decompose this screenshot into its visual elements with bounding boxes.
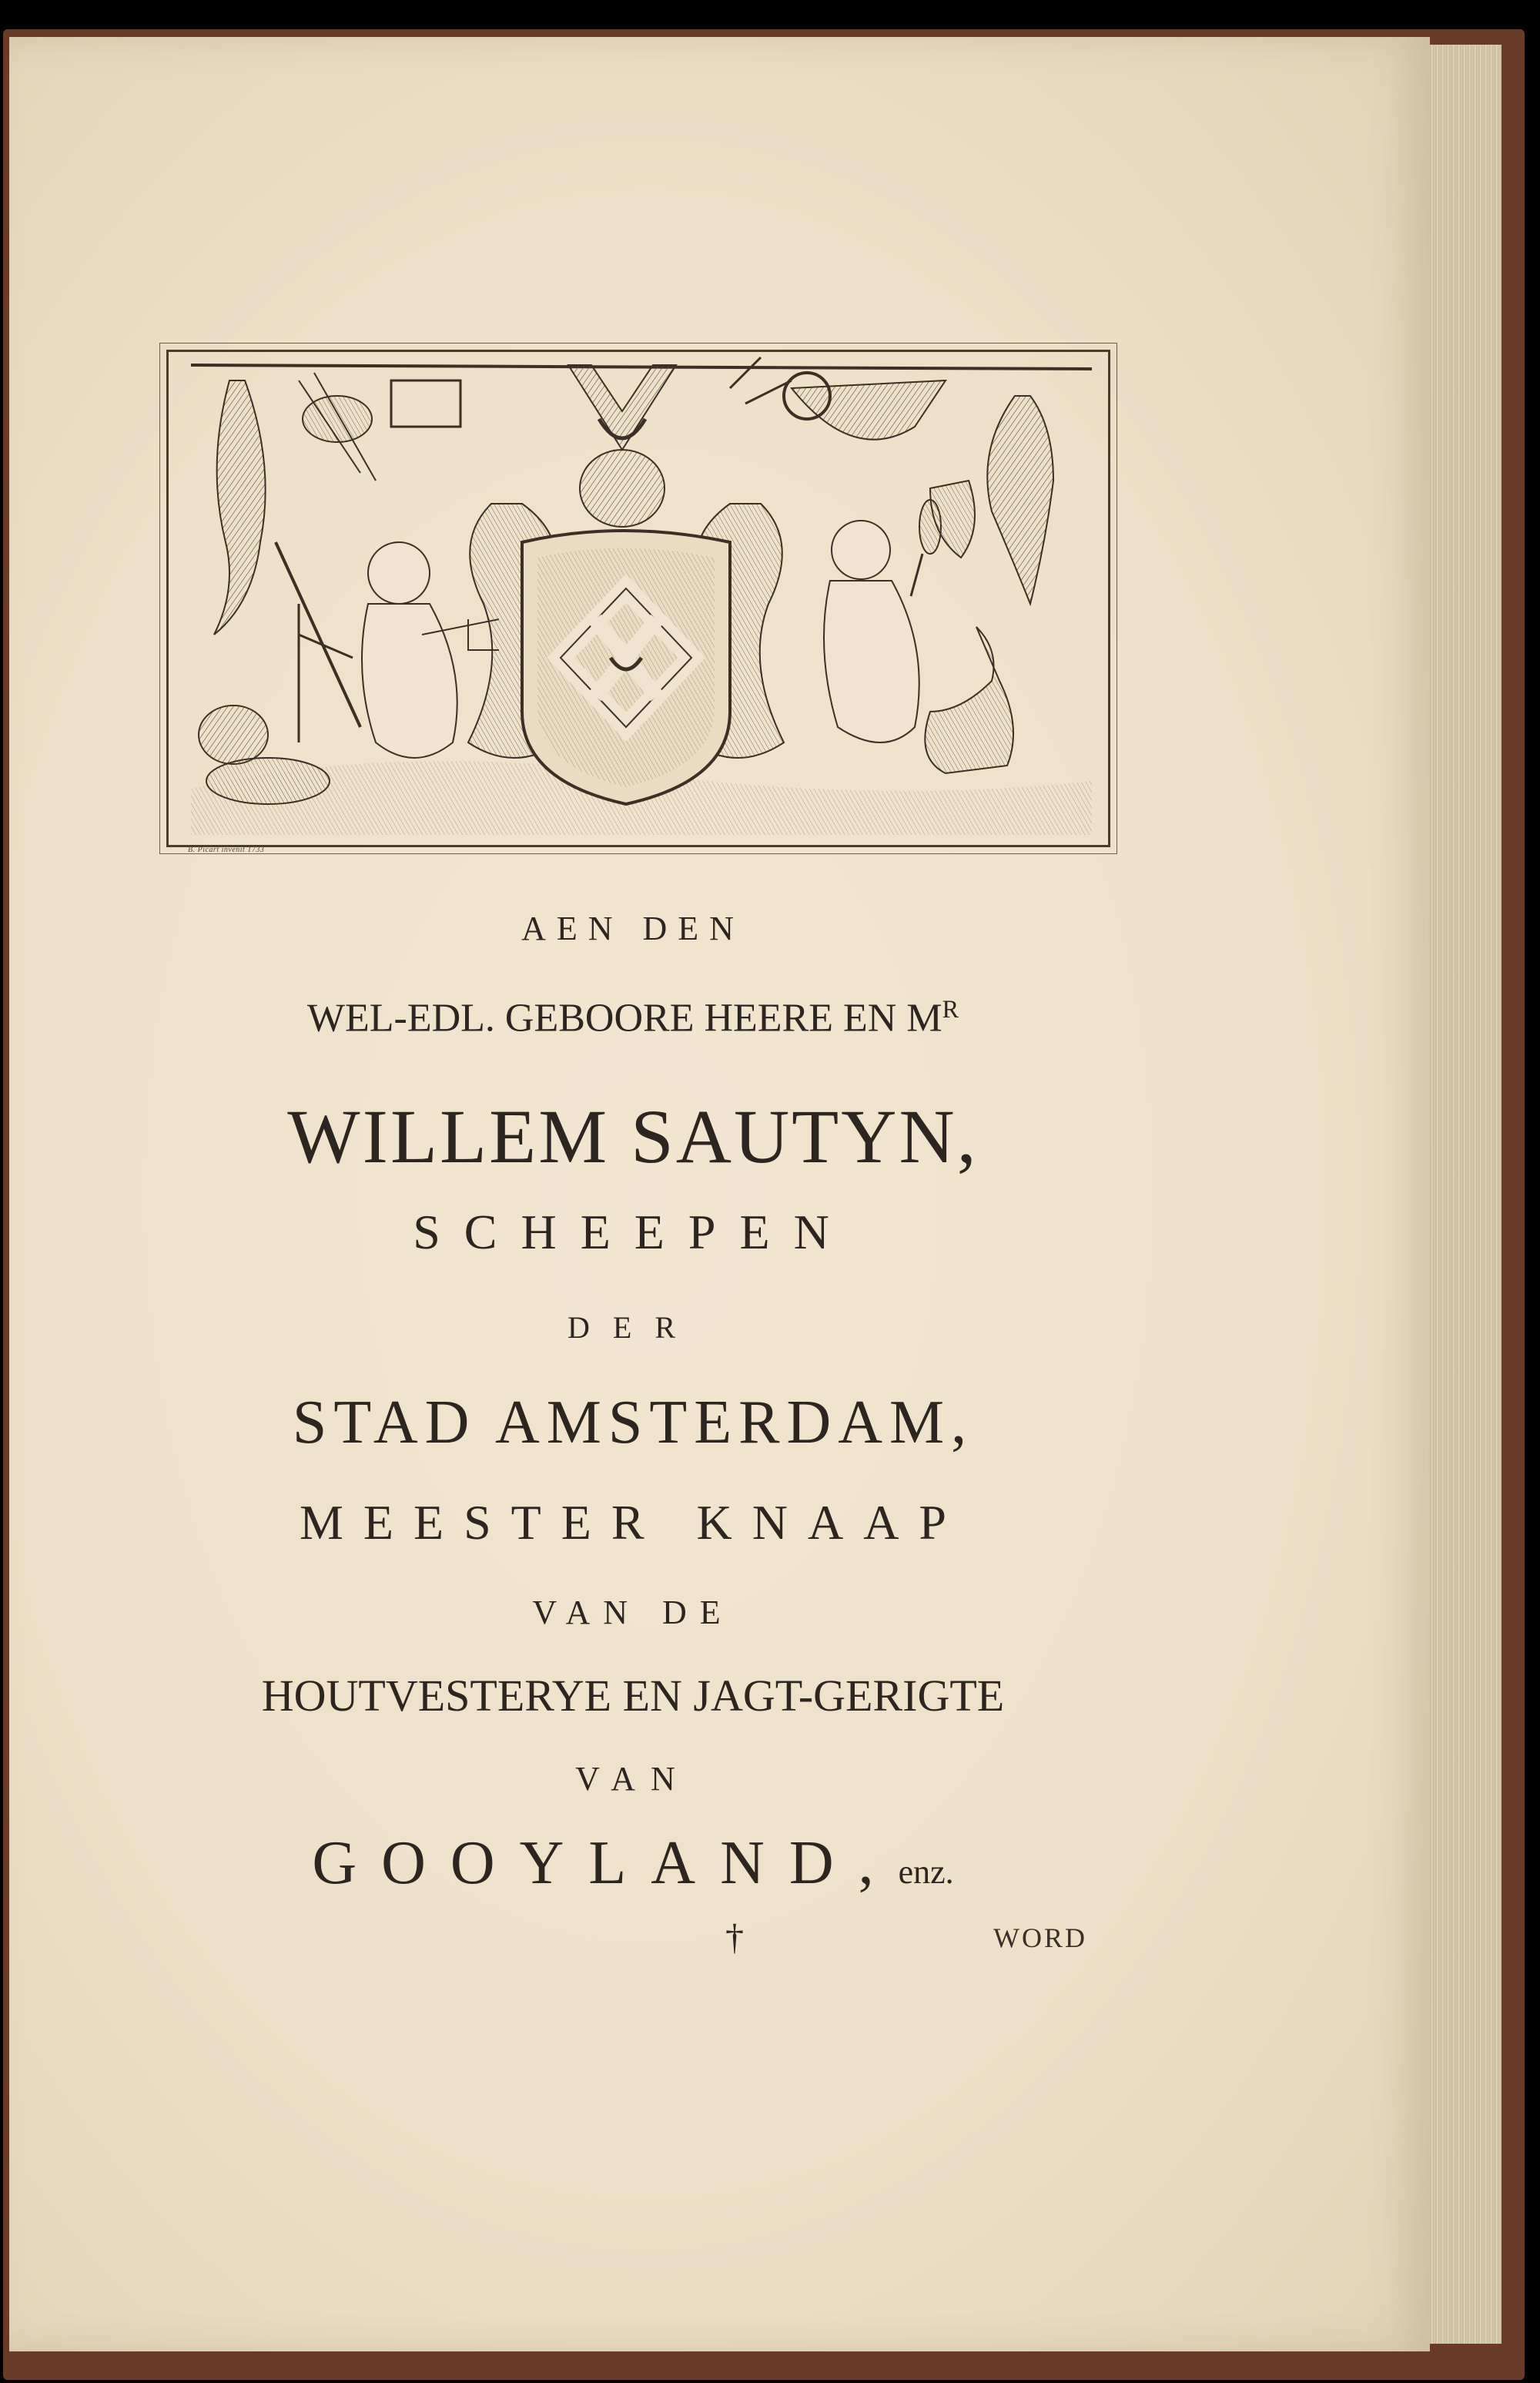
honorific-superscript: R bbox=[942, 995, 959, 1023]
title-line-gooyland bbox=[9, 1828, 1257, 1899]
catchword: WORD bbox=[993, 1922, 1087, 1953]
title-line-houtvesterye: HOUTVESTERYE EN JAGT-GERIGTE bbox=[261, 1671, 1005, 1721]
title-line-scheepen: SCHEEPEN bbox=[413, 1205, 853, 1259]
title-line-van: VAN bbox=[575, 1760, 691, 1798]
headpiece-engraving bbox=[160, 311, 1115, 850]
coat-of-arms-illustration bbox=[160, 311, 1115, 850]
title-line-meester-knaap: MEESTER KNAAP bbox=[299, 1495, 967, 1550]
title-line-van-de: VAN DE bbox=[532, 1594, 734, 1631]
title-line-name: WILLEM SAUTYN, bbox=[287, 1094, 979, 1179]
book-page bbox=[9, 37, 1430, 2351]
honorific-text: WEL-EDL. GEBOORE HEERE EN M bbox=[306, 996, 942, 1041]
title-line-honorific bbox=[9, 995, 1257, 1041]
dog-left-icon bbox=[199, 706, 330, 804]
putto-right-icon bbox=[824, 500, 941, 742]
engraver-signature: B. Picart invenit 1733 bbox=[188, 846, 265, 854]
gooyland-text: GOOYLAND, bbox=[312, 1829, 899, 1897]
signature-mark: † bbox=[725, 1917, 744, 1958]
gooyland-suffix: enz. bbox=[898, 1853, 954, 1891]
hanging-bird-right-icon bbox=[930, 396, 1053, 604]
dog-right-icon bbox=[925, 627, 1013, 773]
hanging-bird-left-icon bbox=[214, 380, 266, 635]
title-line-der: DER bbox=[567, 1310, 698, 1345]
title-line-stad-amsterdam: STAD AMSTERDAM, bbox=[292, 1389, 974, 1456]
putto-left-icon bbox=[276, 542, 499, 758]
title-line-aen-den: AEN DEN bbox=[521, 910, 745, 947]
heraldic-shield-icon bbox=[522, 531, 730, 804]
